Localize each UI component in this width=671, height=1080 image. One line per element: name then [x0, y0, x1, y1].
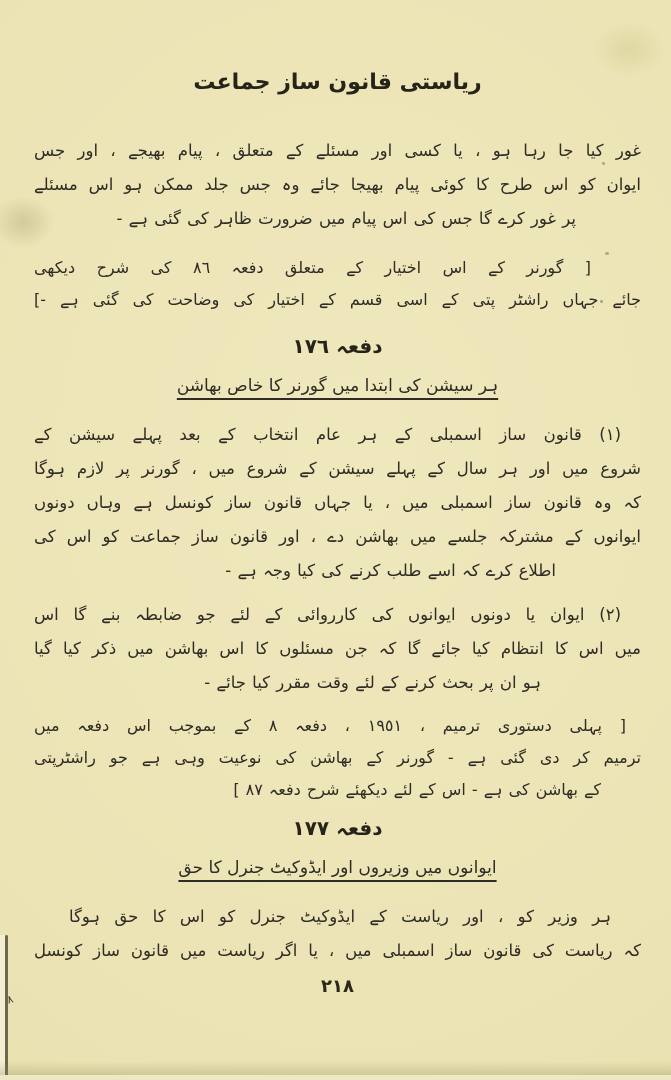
section-177-subheading: ایوانوں میں وزیروں اور ایڈوکیٹ جنرل کا حق	[178, 858, 497, 878]
text-line: [ پہلی دستوری ترمیم ، ١٩٥١ ، دفعہ ٨ کے بموجب اس دفعہ میں	[34, 716, 626, 735]
page-number: ٢١٨	[321, 976, 354, 997]
handwritten-margin-mark: ٨	[5, 992, 15, 1007]
section-176-clause-1	[34, 418, 641, 588]
section-176-heading: دفعہ ١٧٦	[292, 334, 383, 358]
text-line: (١) قانون ساز اسمبلی کے ہر عام انتخاب کے بعد پہلے سیشن کے	[34, 425, 621, 444]
section-176-subheading: ہر سیشن کی ابتدا میں گورنر کا خاص بھاشن	[176, 376, 499, 396]
text-line: شروع میں اور ہر سال کے پہلے سیشن کے شروع میں ، گورنر پر لازم ہوگا	[34, 459, 641, 478]
text-line: جائے جہاں راشٹر پتی کے اسی قسم کے اختیار کی وضاحت کی گئی ہے -]	[34, 290, 641, 309]
text-line: کہ ریاست کی قانون ساز اسمبلی میں ، یا اگر ریاست میں قانون ساز کونسل	[34, 941, 641, 960]
text-line: ایوانوں کے مشترکہ جلسے میں بھاشن دے ، اور قانون ساز جماعت کو اس کی	[34, 527, 641, 546]
text-line: غور کیا جا رہا ہو ، یا کسی اور مسئلے کے متعلق ، پیام بھیجے ، اور جس	[34, 141, 641, 160]
page-title: ریاستی قانون ساز جماعت	[193, 70, 482, 95]
text-line: کے بھاشن کی ہے - اس کے لئے دیکھئے شرح دفعہ ٨٧ ]	[233, 780, 601, 799]
annotation-note-section-86	[34, 252, 641, 316]
text-line: ہو ان پر بحث کرنے کے لئے وقت مقرر کیا جائے -	[204, 673, 541, 692]
section-176-clause-2	[34, 598, 641, 700]
text-line: پر غور کرے گا جس کی اس پیام میں ضرورت ظاہر کی گئی ہے -	[116, 209, 576, 228]
text-line: [ گورنر کے اس اختیار کے متعلق دفعہ ٨٦ کی شرح دیکھی	[34, 258, 591, 277]
text-line: ایوان کو اس طرح کا کوئی پیام بھیجا جائے وہ جس جلد ممکن ہو اس مسئلے	[34, 175, 641, 194]
text-line: (٢) ایوان یا دونوں ایوانوں کی کارروائی کے لئے جو ضابطہ بنے گا اس	[34, 605, 621, 624]
text-line: ترمیم کر دی گئی ہے - گورنر کے بھاشن کی نوعیت وہی ہے جو راشٹرپتی	[34, 748, 641, 767]
text-line: ہر وزیر کو ، اور ریاست کے ایڈوکیٹ جنرل کو اس کا حق ہوگا	[69, 907, 611, 926]
text-line: میں اس کا انتظام کیا جائے گا کہ جن مسئلوں کا اس بھاشن میں ذکر کیا گیا	[34, 639, 641, 658]
paragraph-continuation	[34, 134, 641, 236]
section-177-paragraph	[34, 900, 641, 968]
section-177-heading: دفعہ ١٧٧	[292, 816, 383, 840]
text-line: اطلاع کرے کہ اسے طلب کرنے کی کیا وجہ ہے -	[225, 561, 556, 580]
text-line: کہ وہ قانون ساز اسمبلی میں ، یا جہاں قانون ساز کونسل ہے وہاں دونوں	[34, 493, 641, 512]
annotation-note-first-amendment	[34, 710, 641, 806]
